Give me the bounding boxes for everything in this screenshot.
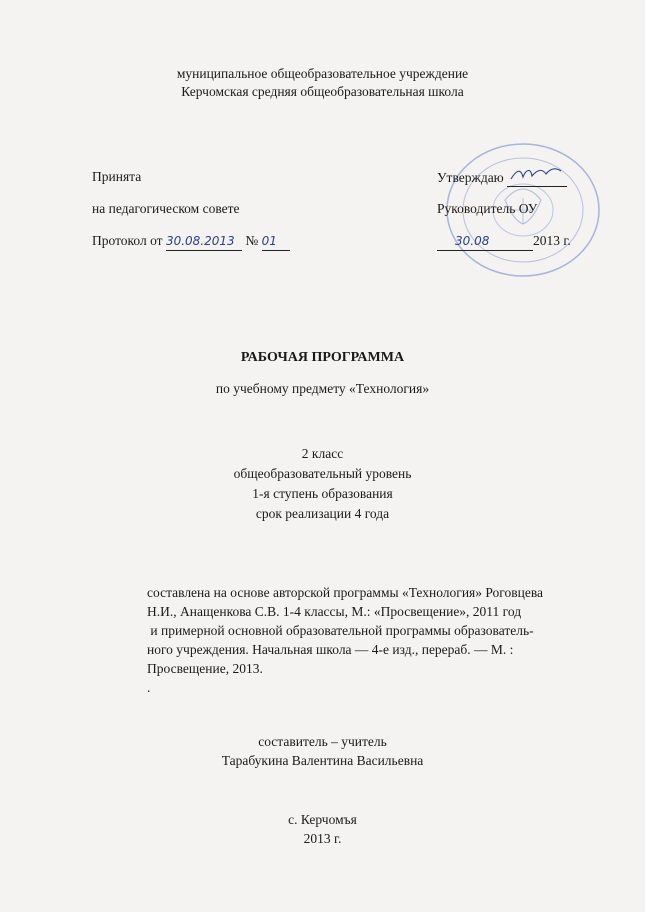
head-label: Руководитель ОУ — [437, 201, 538, 216]
approval-date-line — [437, 232, 571, 251]
stray-dot: . — [147, 680, 151, 695]
council-label: на педагогическом совете — [92, 201, 240, 216]
stage-line: 1-я ступень образования — [252, 486, 393, 501]
protocol-number: 01 — [261, 234, 277, 248]
signature-field — [507, 168, 567, 187]
approval-date-field — [437, 232, 533, 251]
protocol-label: Протокол от — [92, 233, 163, 248]
protocol-date: 30.08.2013 — [165, 234, 235, 248]
level-line: общеобразовательный уровень — [233, 466, 412, 481]
place-line: с. Керчомъя — [288, 812, 357, 827]
accepted-label: Принята — [92, 169, 142, 184]
protocol-line — [92, 232, 290, 251]
protocol-date-field — [166, 232, 242, 251]
basis-line-2: Н.И., Анащенкова С.В. 1-4 классы, М.: «Просвещение», 2011 год — [147, 604, 522, 619]
signature-scribble — [507, 168, 567, 182]
approval-year: 2013 г. — [533, 233, 571, 248]
approve-line — [437, 168, 567, 187]
approval-date: 30.08 — [455, 234, 490, 248]
school-name: Керчомская средняя общеобразовательная школа — [181, 84, 464, 99]
subject-line: по учебному предмету «Технология» — [215, 381, 430, 396]
approve-label: Утверждаю — [437, 170, 504, 185]
number-sign: № — [245, 233, 259, 248]
protocol-number-field — [262, 232, 290, 251]
author-role: составитель – учитель — [258, 734, 387, 749]
grade-line: 2 класс — [301, 446, 344, 461]
term-line: срок реализации 4 года — [255, 506, 390, 521]
document-title: РАБОЧАЯ ПРОГРАММА — [240, 350, 405, 365]
basis-line-3: и примерной основной образовательной программы образователь- — [147, 623, 534, 638]
author-name: Тарабукина Валентина Васильевна — [221, 753, 424, 768]
basis-line-4: ного учреждения. Начальная школа — 4-е изд., перераб. — М. : — [147, 642, 514, 657]
year-line: 2013 г. — [303, 831, 342, 846]
basis-line-5: Просвещение, 2013. — [147, 661, 263, 676]
school-type: муниципальное общеобразовательное учреждение — [176, 66, 469, 81]
basis-line-1: составлена на основе авторской программы «Технология» Роговцева — [147, 585, 544, 600]
